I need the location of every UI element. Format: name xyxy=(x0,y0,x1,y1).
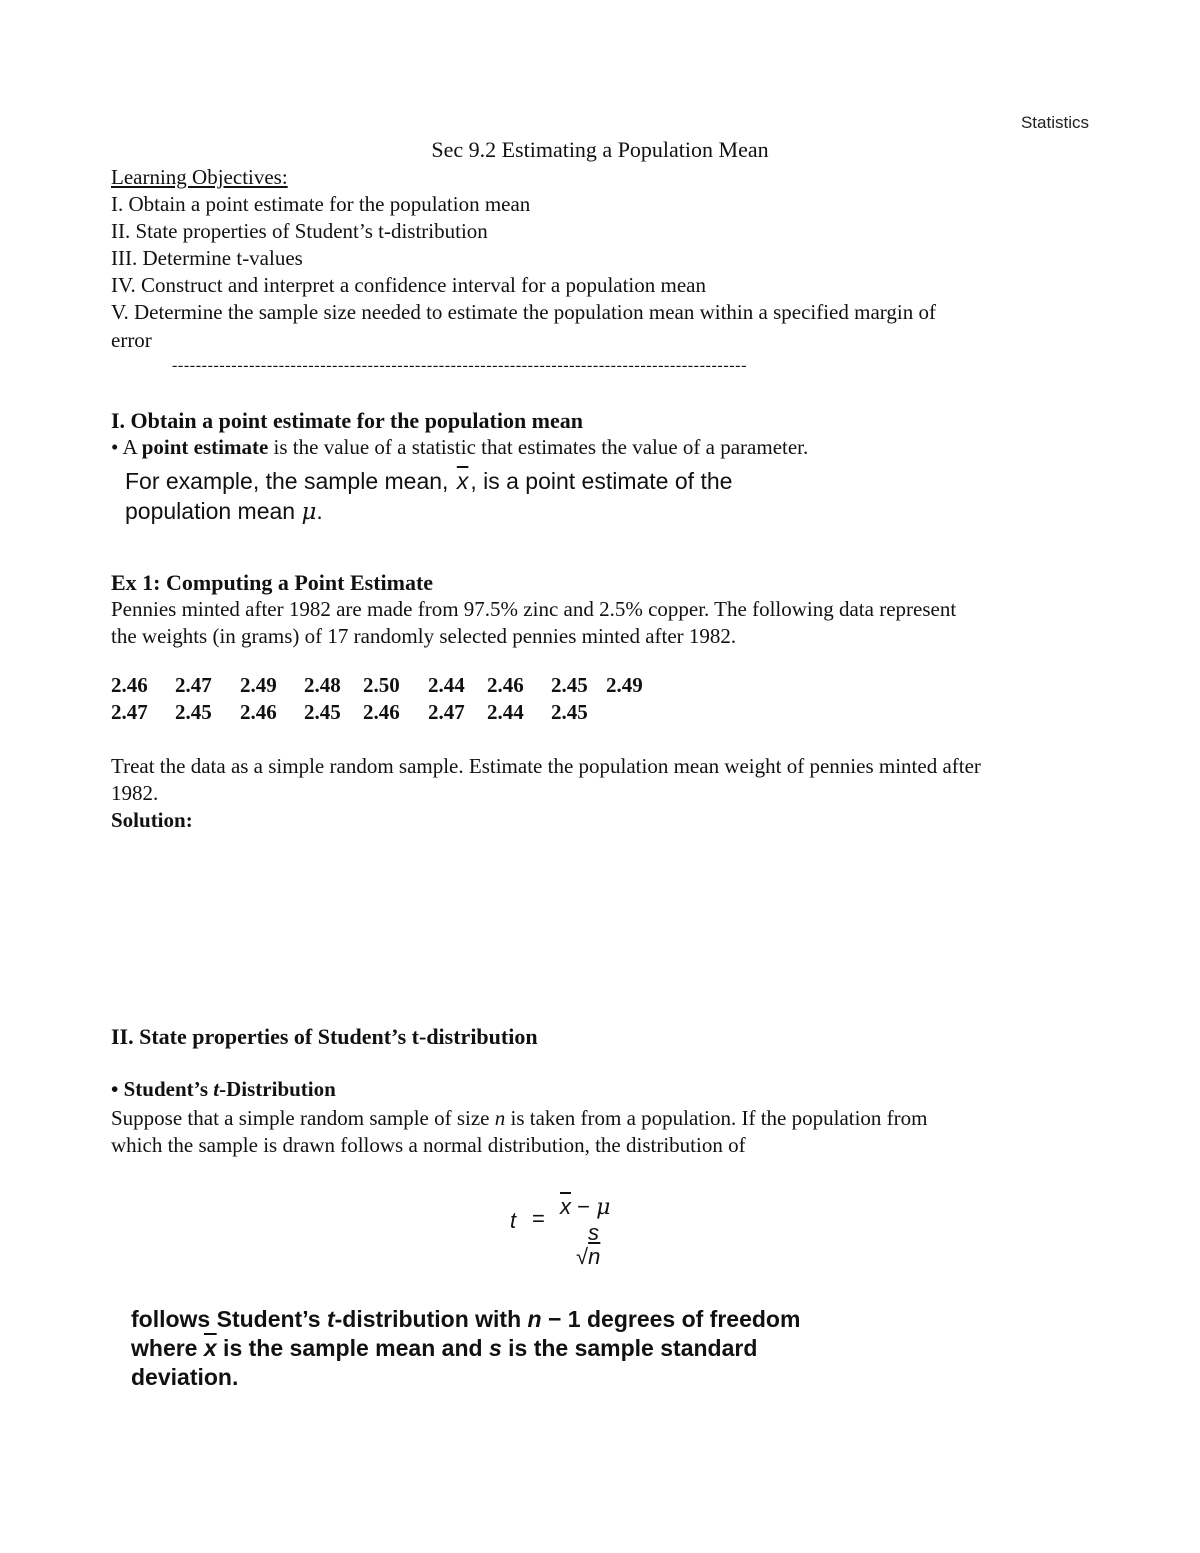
data-value: 2.44 xyxy=(487,700,524,724)
page-title: Sec 9.2 Estimating a Population Mean xyxy=(431,137,769,162)
data-row-1 xyxy=(0,672,1200,699)
objectives-heading: Learning Objectives: xyxy=(111,165,288,189)
bullet: • xyxy=(111,1077,119,1101)
objective-item: III. Determine t-values xyxy=(111,246,303,270)
treat-text: Treat the data as a simple random sample. Estimate the population mean weight of pennies minted after xyxy=(111,754,981,778)
mu-symbol: μ xyxy=(301,499,317,525)
t-statistic-formula: t = $\overline{x} - \mu$ s √n xyxy=(510,1194,611,1269)
data-value: 2.47 xyxy=(175,673,212,697)
t-distribution-text: which the sample is drawn follows a normal distribution, the distribution of xyxy=(111,1133,746,1157)
header-subject: Statistics xyxy=(1020,113,1089,132)
data-value: 2.46 xyxy=(487,673,524,697)
definition-text: is the value of a statistic that estimates the value of a parameter. xyxy=(268,435,809,459)
section-1-heading: I. Obtain a point estimate for the population mean xyxy=(111,408,584,433)
formula-numerator: $\overline{x} - \mu$ xyxy=(560,1194,611,1220)
section-2-heading: II. State properties of Student’s t-distribution xyxy=(111,1024,538,1049)
formula-s: s xyxy=(588,1220,599,1245)
x-bar-symbol: $\overline{x}$ xyxy=(456,468,469,494)
data-value: 2.45 xyxy=(175,700,212,724)
bullet: • xyxy=(111,435,119,459)
definition-text: A xyxy=(118,435,142,459)
example-1-heading: Ex 1: Computing a Point Estimate xyxy=(111,570,434,595)
data-value: 2.47 xyxy=(111,700,148,724)
data-value: 2.50 xyxy=(363,673,400,697)
data-value: 2.46 xyxy=(363,700,400,724)
objective-item: IV. Construct and interpret a confidence interval for a population mean xyxy=(111,273,706,297)
data-value: 2.46 xyxy=(240,700,277,724)
objective-item: V. Determine the sample size needed to estimate the population mean within a specified margin of xyxy=(111,300,936,324)
follows-note: follows Student’s t-distribution with n − 1 degrees of freedom where $\overline{x}$ is the sample mean and s is the sample standard deviation. xyxy=(131,1306,801,1390)
data-value: 2.45 xyxy=(304,700,341,724)
t-distribution-text: Suppose that a simple random sample of size n is taken from a population. If the population from xyxy=(111,1106,928,1130)
data-value: 2.49 xyxy=(606,673,643,697)
definition-term: point estimate xyxy=(141,435,269,459)
example-note-line-1: For example, the sample mean, $\overline{x}$, is a point estimate of the xyxy=(125,468,733,494)
objective-item: II. State properties of Student’s t-distribution xyxy=(111,219,488,243)
data-value: 2.45 xyxy=(551,700,588,724)
objective-item: I. Obtain a point estimate for the population mean xyxy=(111,192,531,216)
data-value: 2.44 xyxy=(428,673,465,697)
example-1-text: the weights (in grams) of 17 randomly selected pennies minted after 1982. xyxy=(111,624,737,648)
section-divider: ------------------------------------------------------------------------------------------------- xyxy=(172,357,748,374)
point-estimate-definition xyxy=(111,434,808,461)
data-row-2 xyxy=(0,699,1200,726)
data-value: 2.46 xyxy=(111,673,148,697)
example-note-line-2: population mean μ. xyxy=(125,498,323,525)
t-distribution-subheading: • Student’s t-Distribution xyxy=(111,1077,336,1101)
objective-item: error xyxy=(111,328,152,352)
data-value: 2.49 xyxy=(240,673,277,697)
data-value: 2.48 xyxy=(304,673,341,697)
treat-text: 1982. xyxy=(111,781,159,805)
example-note xyxy=(125,466,732,527)
formula-sqrt-n: √n xyxy=(576,1244,601,1269)
solution-label: Solution: xyxy=(111,808,193,832)
data-value: 2.45 xyxy=(551,673,588,697)
example-1-text: Pennies minted after 1982 are made from 97.5% zinc and 2.5% copper. The following data represent xyxy=(111,597,957,621)
data-value: 2.47 xyxy=(428,700,465,724)
